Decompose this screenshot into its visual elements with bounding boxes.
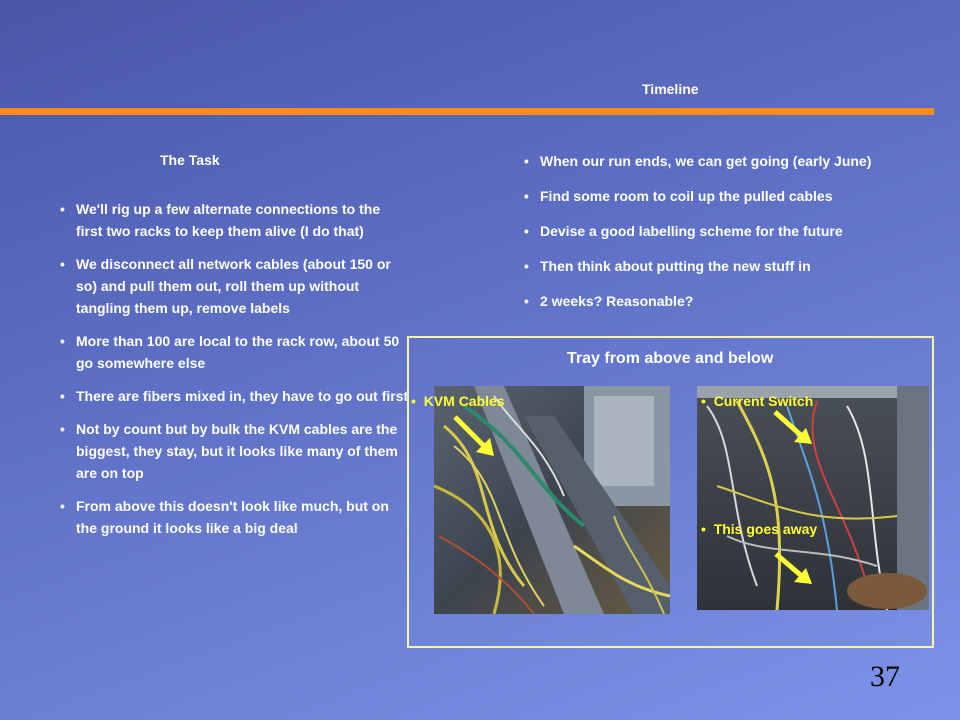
list-item [60, 418, 410, 484]
task-list [60, 198, 410, 539]
list-item [524, 150, 924, 172]
bullet-icon: • [60, 256, 65, 272]
bullet-icon: • [411, 393, 416, 409]
goes-away-text: This goes away [713, 521, 818, 537]
current-switch-text: Current Switch [713, 393, 814, 409]
list-item [524, 220, 924, 242]
list-item [524, 185, 924, 207]
task-item-text: More than 100 are local to the rack row, about 50 go somewhere else [76, 333, 400, 371]
bullet-icon: • [701, 393, 706, 409]
timeline-item-text: Find some room to coil up the pulled cables [540, 188, 833, 204]
goes-away-label [701, 521, 817, 537]
task-item-text: From above this doesn't look like much, but on the ground it looks like a big deal [76, 498, 389, 536]
bullet-icon: • [60, 388, 65, 404]
list-item [60, 495, 410, 539]
list-item [60, 385, 410, 407]
bullet-icon: • [60, 498, 65, 514]
bullet-icon: • [524, 293, 529, 309]
page-number: 37 [870, 660, 900, 693]
timeline-item-text: 2 weeks? Reasonable? [540, 293, 694, 309]
bullet-icon: • [60, 201, 65, 217]
tray-heading: Tray from above and below [567, 350, 774, 367]
current-switch-label [701, 393, 813, 409]
task-item-text: There are fibers mixed in, they have to go out first [76, 388, 409, 404]
bullet-icon: • [60, 421, 65, 437]
list-item [60, 253, 410, 319]
timeline-item-text: When our run ends, we can get going (early June) [540, 153, 872, 169]
bullet-icon: • [701, 521, 706, 537]
bullet-icon: • [524, 153, 529, 169]
kvm-cables-label [411, 393, 505, 409]
timeline-list [524, 150, 924, 312]
task-item-text: We'll rig up a few alternate connections to the first two racks to keep them alive (I do that) [76, 201, 381, 239]
list-item [524, 255, 924, 277]
bullet-icon: • [524, 223, 529, 239]
timeline-item-text: Devise a good labelling scheme for the future [540, 223, 843, 239]
kvm-cables-text: KVM Cables [423, 393, 505, 409]
bullet-icon: • [524, 188, 529, 204]
bullet-icon: • [524, 258, 529, 274]
kvm-arrow-icon [450, 412, 500, 462]
goes-away-arrow-icon [770, 550, 820, 590]
task-item-text: Not by count but by bulk the KVM cables are the biggest, they stay, but it looks like many of them are on top [76, 421, 398, 481]
timeline-item-text: Then think about putting the new stuff in [540, 258, 811, 274]
orange-divider [0, 108, 934, 115]
list-item [60, 198, 410, 242]
list-item [60, 330, 410, 374]
list-item [524, 290, 924, 312]
timeline-heading: Timeline [642, 81, 699, 97]
switch-arrow-icon [770, 408, 820, 450]
task-item-text: We disconnect all network cables (about 150 or so) and pull them out, roll them up without tangling them up, remove labels [76, 256, 391, 316]
task-heading: The Task [160, 152, 220, 168]
bullet-icon: • [60, 333, 65, 349]
